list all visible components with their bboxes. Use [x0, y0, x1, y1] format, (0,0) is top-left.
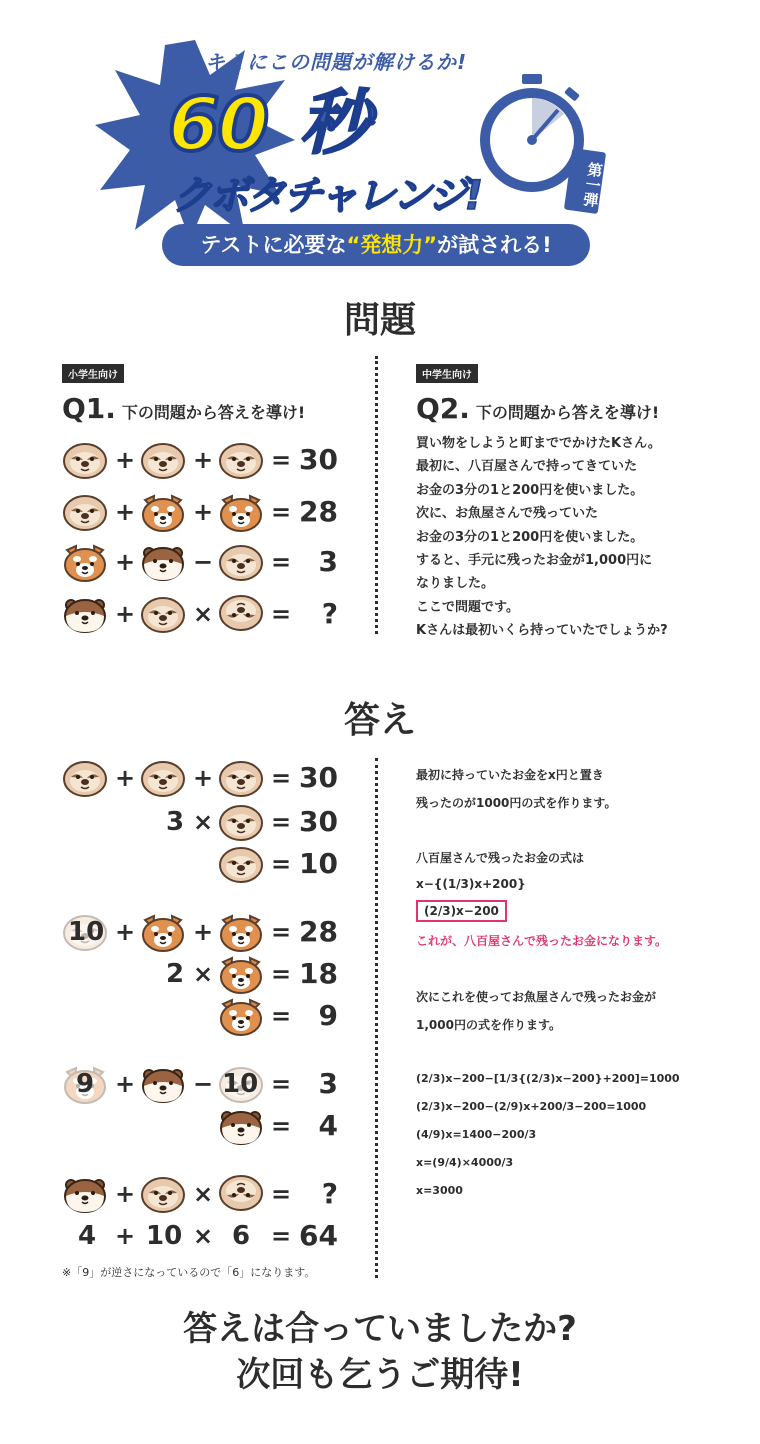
result: 10	[299, 847, 338, 880]
a2-boxed-line	[416, 900, 746, 922]
op-plus: +	[114, 1180, 136, 1208]
final-term: 10	[146, 1221, 183, 1251]
op-plus: +	[114, 1070, 136, 1098]
sloth-icon	[218, 440, 264, 480]
a2-boxed-formula: (2/3)x−200	[416, 900, 507, 922]
number: 3	[166, 807, 185, 837]
red-panda-icon	[218, 912, 264, 952]
number: 9	[76, 1069, 95, 1099]
red-panda-icon	[140, 912, 186, 952]
sloth-icon	[140, 594, 186, 634]
final-op: =	[270, 1222, 292, 1250]
answer-section-title: 答え	[343, 700, 416, 741]
a2-formula: (4/9)x=1400−200/3	[416, 1128, 537, 1141]
q2-line: 買い物をしようと町まででかけたKさん。	[416, 436, 661, 451]
op-plus: +	[192, 764, 214, 792]
q2-line: すると、手元に残ったお金が1,000円に	[416, 553, 653, 569]
sloth-upside-down-icon	[218, 594, 264, 634]
q1-equals: =	[270, 548, 292, 576]
op-times: ×	[192, 808, 214, 836]
a2-line: x−{(1/3)x+200}	[416, 877, 526, 891]
q1-eq-row	[62, 540, 352, 584]
op-plus: +	[114, 918, 136, 946]
q1-label: Q1.	[62, 392, 116, 425]
op-minus: −	[192, 1070, 214, 1098]
a2-formula: x=(9/4)×4000/3	[416, 1156, 514, 1169]
q1-result: 3	[318, 545, 338, 578]
q2-text	[416, 432, 746, 643]
otter-icon	[62, 594, 108, 634]
otter-icon	[140, 542, 186, 582]
problem-section-title: 問題	[343, 300, 416, 341]
q1-operator: +	[114, 446, 136, 474]
a1-final-row	[62, 1214, 352, 1258]
q2-line: お金の3分の1と200円を使いました。	[416, 529, 644, 545]
final-term: 4	[78, 1221, 97, 1251]
q1-prompt: 下の問題から答えを導け!	[121, 403, 306, 422]
q1-operator: +	[114, 498, 136, 526]
footer-line: 答えは合っていましたか?	[183, 1309, 577, 1349]
a2-formula: (2/3)x−200−[1/3{(2/3)x−200}+200]=1000	[416, 1072, 680, 1085]
sloth-icon	[218, 844, 264, 884]
red-panda-icon	[218, 492, 264, 532]
q2-line: 最初に、八百屋さんで持ってきていた	[416, 459, 638, 475]
footer-line: 次回も乞うご期待!	[236, 1355, 524, 1395]
a1-eq-row	[62, 1104, 352, 1148]
title-seconds: 秒	[300, 82, 370, 164]
op-equals: =	[270, 960, 292, 988]
result: ?	[321, 1177, 338, 1210]
a2-line: 次にこれを使ってお魚屋さんで残ったお金が	[416, 990, 657, 1004]
sloth-icon	[62, 440, 108, 480]
q1-operator: +	[192, 498, 214, 526]
result: 9	[318, 999, 338, 1032]
a2-formula: (2/3)x−200−(2/9)x+200/3−200=1000	[416, 1100, 647, 1113]
a2-line: 最初に持っていたお金をx円と置き	[416, 768, 604, 782]
red-panda-icon	[218, 996, 264, 1036]
final-op: ×	[192, 1222, 214, 1250]
op-plus: +	[114, 764, 136, 792]
header	[0, 0, 760, 280]
number: 10	[222, 1069, 259, 1099]
problem-divider	[375, 356, 378, 634]
sloth-icon	[140, 440, 186, 480]
sloth-icon	[218, 542, 264, 582]
header-banner	[162, 224, 590, 266]
a2-line: 残ったのが1000円の式を作ります。	[416, 796, 617, 810]
red-panda-icon	[140, 492, 186, 532]
q1-equals: =	[270, 446, 292, 474]
q2-line: ここで問題です。	[416, 599, 519, 615]
q2-heading	[416, 392, 659, 425]
result: 30	[299, 761, 338, 794]
op-equals: =	[270, 808, 292, 836]
a2-formula: x=3000	[416, 1184, 463, 1197]
q1-result: ?	[321, 597, 338, 630]
q2-line: なりました。	[416, 576, 495, 592]
q1-operator: −	[192, 548, 214, 576]
number: 10	[68, 917, 105, 947]
q1-operator: +	[192, 446, 214, 474]
sloth-icon	[140, 758, 186, 798]
q1-eq-row	[62, 490, 352, 534]
footer	[0, 1306, 760, 1398]
sloth-icon	[62, 758, 108, 798]
sloth-upside-down-icon	[218, 1174, 264, 1214]
otter-icon	[140, 1064, 186, 1104]
q2-line: 次に、お魚屋さんで残っていた	[416, 506, 599, 522]
a1-eq-row	[62, 994, 352, 1038]
result: 30	[299, 805, 338, 838]
q1-operator: ×	[192, 600, 214, 628]
q2-prompt: 下の問題から答えを導け!	[475, 403, 660, 422]
op-times: ×	[192, 960, 214, 988]
result: 28	[299, 915, 338, 948]
a1-eq-row	[62, 910, 352, 954]
op-equals: =	[270, 1112, 292, 1140]
result: 3	[318, 1067, 338, 1100]
final-result: 64	[299, 1219, 338, 1252]
q1-equals: =	[270, 600, 292, 628]
a1-eq-row	[62, 1172, 352, 1216]
a1-eq-row	[62, 842, 352, 886]
red-panda-icon	[62, 542, 108, 582]
op-times: ×	[192, 1180, 214, 1208]
sloth-icon	[62, 492, 108, 532]
q1-operator: +	[114, 548, 136, 576]
title-number: 60	[168, 82, 267, 168]
a2-line: 八百屋さんで残ったお金の式は	[416, 851, 585, 865]
otter-icon	[62, 1174, 108, 1214]
number: 2	[166, 959, 185, 989]
final-term: 6	[232, 1221, 251, 1251]
q1-heading	[62, 392, 305, 425]
q1-eq-row	[62, 592, 352, 636]
banner-pre: テストに必要な	[200, 233, 347, 257]
title-subtitle: クボタチャレンジ!	[172, 173, 481, 219]
final-op: +	[114, 1222, 136, 1250]
otter-icon	[218, 1106, 264, 1146]
q2-line: Kさんは最初いくら持っていたでしょうか?	[416, 623, 668, 639]
a1-eq-row	[62, 756, 352, 800]
result: 18	[299, 957, 338, 990]
q2-tag: 中学生向け	[416, 364, 478, 383]
banner-post: が試される!	[437, 233, 552, 257]
a2-pink-line: これが、八百屋さんで残ったお金になります。	[416, 934, 668, 948]
q1-result: 28	[299, 495, 338, 528]
volume-badge: 第一弾	[564, 148, 606, 214]
op-equals: =	[270, 764, 292, 792]
q2-label: Q2.	[416, 392, 470, 425]
q1-result: 30	[299, 443, 338, 476]
op-equals: =	[270, 850, 292, 878]
q1-eq-row	[62, 438, 352, 482]
op-equals: =	[270, 918, 292, 946]
op-equals: =	[270, 1070, 292, 1098]
a1-eq-row	[62, 800, 352, 844]
q1-equals: =	[270, 498, 292, 526]
header-kicker: キミにこの問題が解けるか!	[205, 50, 468, 74]
q1-tag: 小学生向け	[62, 364, 124, 383]
answer-divider	[375, 758, 378, 1278]
op-equals: =	[270, 1002, 292, 1030]
a1-note: ※「9」が逆さになっているので「6」になります。	[62, 1266, 316, 1279]
sloth-icon	[140, 1174, 186, 1214]
red-panda-icon	[218, 954, 264, 994]
a2-line: 1,000円の式を作ります。	[416, 1018, 561, 1032]
op-equals: =	[270, 1180, 292, 1208]
sloth-icon	[218, 758, 264, 798]
q1-operator: +	[114, 600, 136, 628]
banner-highlight: “発想力”	[346, 233, 438, 257]
a1-eq-row	[62, 952, 352, 996]
op-plus: +	[192, 918, 214, 946]
q2-line: お金の3分の1と200円を使いました。	[416, 482, 644, 498]
a1-eq-row	[62, 1062, 352, 1106]
result: 4	[318, 1109, 338, 1142]
sloth-icon	[218, 802, 264, 842]
